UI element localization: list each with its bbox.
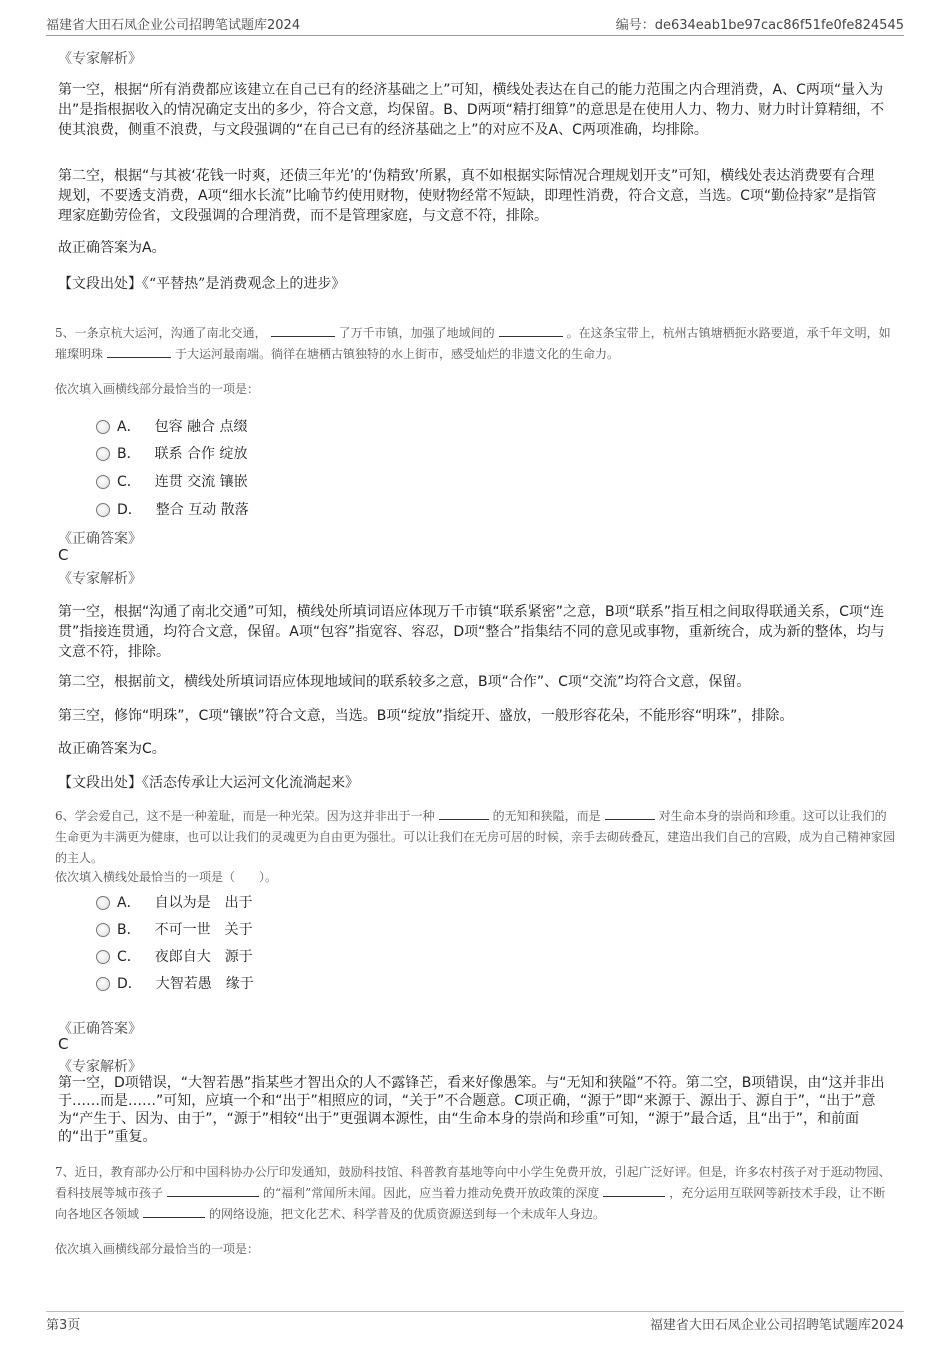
q6-answer-label: 《正确答案》 (58, 1021, 142, 1037)
q5-answer: C (58, 546, 69, 564)
q4-analysis-2: 第二空，根据“与其被‘花钱一时爽，还债三年光’的‘伪精致’所累，真不如根据实际情况合理规划开支”可知，横线处表达消费要有合理规划，不要透支消费，A项“细水长流”比喻节约使用财物，使财物经常不短缺，即理性消费，符合文意，当选。C项“勤俭持家”是指管理家庭勤劳俭省，文段强调的合理消费，而不是管理家庭，与文意不符，排除。 (58, 168, 877, 224)
option-key: B． (117, 922, 141, 938)
q5-analysis-3: 第三空，修饰“明珠”，C项“镶嵌”符合文意，当选。B项“绽放”指绽开、盛放，一般形容花朵，不能形容“明珠”，排除。 (58, 708, 794, 724)
q5-option-b[interactable] (96, 443, 248, 463)
q5-option-a[interactable] (96, 416, 247, 436)
option-text: 自以为是 出于 (154, 895, 253, 911)
q6-option-a[interactable] (96, 892, 253, 912)
q7-blank-3 (143, 1205, 205, 1218)
option-key: D． (117, 502, 142, 518)
header-title: 福建省大田石凤企业公司招聘笔试题库2024 (46, 18, 301, 33)
q7-text-b: 的“福利”常闻所未闻。因此，应当着力推动免费开放政策的深度 (263, 1186, 600, 1200)
option-text: 连贯 交流 镶嵌 (154, 474, 248, 490)
q4-conclusion: 故正确答案为A。 (58, 240, 166, 256)
option-text: 整合 互动 散落 (155, 502, 249, 518)
radio-icon[interactable] (96, 923, 110, 937)
radio-icon[interactable] (96, 447, 110, 461)
footer-divider (46, 1311, 904, 1312)
option-key: C． (117, 474, 141, 490)
q7-prompt: 依次填入画横线部分最恰当的一项是： (55, 1242, 260, 1256)
q6-answer: C (58, 1035, 69, 1053)
q6-blank-1 (439, 807, 489, 820)
q5-text-a: 5、一条京杭大运河，沟通了南北交通， (55, 326, 267, 340)
option-key: D． (117, 976, 142, 992)
radio-icon[interactable] (96, 503, 110, 517)
q5-prompt: 依次填入画横线部分最恰当的一项是： (55, 382, 260, 396)
q7-text-d: 的网络设施，把文化艺术、科学普及的优质资源送到每一个未成年人身边。 (209, 1207, 606, 1221)
q5-question (55, 323, 895, 365)
radio-icon[interactable] (96, 420, 110, 434)
q5-option-c[interactable] (96, 471, 248, 491)
q7-blank-2 (603, 1184, 665, 1197)
option-text: 大智若愚 缘于 (155, 976, 254, 992)
q6-blank-2 (605, 807, 655, 820)
q7-text-a: 7、近日，教育部办公厅和中国科协办公厅印发通知，鼓励科技馆、科普教育基地等向中小学生免费开放，引起广泛好评。但是，许多农村孩子对于逛动物园、看科技展等城市孩子 (55, 1165, 891, 1200)
q5-text-b: 了万千市镇，加强了地域间的 (338, 326, 495, 340)
q5-analysis-2: 第二空，根据前文，横线处所填词语应体现地域间的联系较多之意，B项“合作”、C项“交流”均符合文意，保留。 (58, 674, 751, 690)
q4-expert-label: 《专家解析》 (58, 51, 142, 67)
page-header (46, 14, 904, 34)
option-text: 不可一世 关于 (154, 922, 253, 938)
q4-analysis-1: 第一空，根据“所有消费都应该建立在自己已有的经济基础之上”可知，横线处表达在自己的能力范围之内合理消费，A、C两项“量入为出”是指根据收入的情况确定支出的多少，符合文意，均保留。B、D两项“精打细算”的意思是在使用人力、物力、财力时计算精细，不使其浪费，侧重不浪费，与文段强调的“在自己已有的经济基础之上”的对应不及A、C两项准确，均排除。 (58, 82, 885, 138)
q5-source: 【文段出处】《活态传承让大运河文化流淌起来》 (58, 775, 359, 791)
q4-source: 【文段出处】《“平替热”是消费观念上的进步》 (58, 276, 346, 292)
option-key: C． (117, 949, 141, 965)
q6-question (55, 806, 895, 869)
q6-option-d[interactable] (96, 973, 254, 993)
q6-expert-label: 《专家解析》 (58, 1059, 142, 1075)
footer-page-number: 第3页 (46, 1318, 81, 1333)
q6-option-c[interactable] (96, 946, 253, 966)
q7-question (55, 1162, 895, 1225)
option-key: B． (117, 446, 141, 462)
option-text: 联系 合作 绽放 (154, 446, 248, 462)
header-serial: 编号：de634eab1be97cac86f51fe0fe824545 (615, 18, 904, 33)
q7-blank-1 (167, 1184, 259, 1197)
q6-text-b: 的无知和狭隘，而是 (492, 809, 601, 823)
q7-text-c: ，充分运用互联网等新技术手段，让不断向各地区各领域 (55, 1186, 886, 1221)
option-key: A． (117, 895, 141, 911)
q5-option-d[interactable] (96, 499, 249, 519)
q5-text-d: 于大运河最南端。徜徉在塘栖古镇独特的水上街市，感受灿烂的非遗文化的生命力。 (175, 347, 620, 361)
radio-icon[interactable] (96, 475, 110, 489)
option-key: A． (117, 419, 141, 435)
option-text: 包容 融合 点缀 (154, 419, 248, 435)
q6-prompt: 依次填入横线处最恰当的一项是（ ）。 (55, 870, 278, 884)
q5-expert-label: 《专家解析》 (58, 571, 142, 587)
footer-title: 福建省大田石凤企业公司招聘笔试题库2024 (649, 1318, 904, 1333)
header-divider (46, 35, 904, 36)
radio-icon[interactable] (96, 950, 110, 964)
q6-option-b[interactable] (96, 919, 253, 939)
q5-blank-1 (271, 324, 335, 337)
q5-text-c: 。在这条宝带上，杭州古镇塘栖扼水路要道，承千年文明，如璀璨明珠 (55, 326, 891, 361)
q5-analysis-1: 第一空，根据“沟通了南北交通”可知，横线处所填词语应体现万千市镇“联系紧密”之意，B项“联系”指互相之间取得联通关系，C项“连贯”指接连贯通，均符合文意，保留。A项“包容”指宽容、容忍，D项“整合”指集结不同的意见或事物，重新统合，成为新的整体，均与文意不符，排除。 (58, 604, 885, 660)
q5-answer-label: 《正确答案》 (58, 531, 142, 547)
q5-conclusion: 故正确答案为C。 (58, 741, 166, 757)
q5-blank-2 (499, 324, 563, 337)
radio-icon[interactable] (96, 896, 110, 910)
q6-text-a: 6、学会爱自己，这不是一种羞耻，而是一种光荣。因为这并非出于一种 (55, 809, 435, 823)
option-text: 夜郎自大 源于 (154, 949, 253, 965)
radio-icon[interactable] (96, 977, 110, 991)
q5-blank-3 (107, 345, 171, 358)
q6-analysis: 第一空，D项错误，“大智若愚”指某些才智出众的人不露锋芒，看来好像愚笨。与“无知和狭隘”不符。第二空，B项错误，由“这并非出于……而是……”可知，应填一个和“出于”相照应的词，“关于”不合题意。C项正确，“源于”即“来源于、源出于、源自于”，“出于”意为“产生于、因为、由于”，“源于”相较“出于”更强调本源性，由“生命本身的崇尚和珍重”可知，“源于”最合适，且“出于”，和前面的“出于”重复。 (58, 1075, 885, 1145)
q6-text-c: 对生命本身的崇尚和珍重。这可以让我们的生命更为丰满更为健康，也可以让我们的灵魂更为自由更为强壮。可以让我们在无房可居的时候，亲手去砌砖叠瓦，建造出我们自己的宫殿，成为自己精神家园的主人。 (55, 809, 896, 865)
